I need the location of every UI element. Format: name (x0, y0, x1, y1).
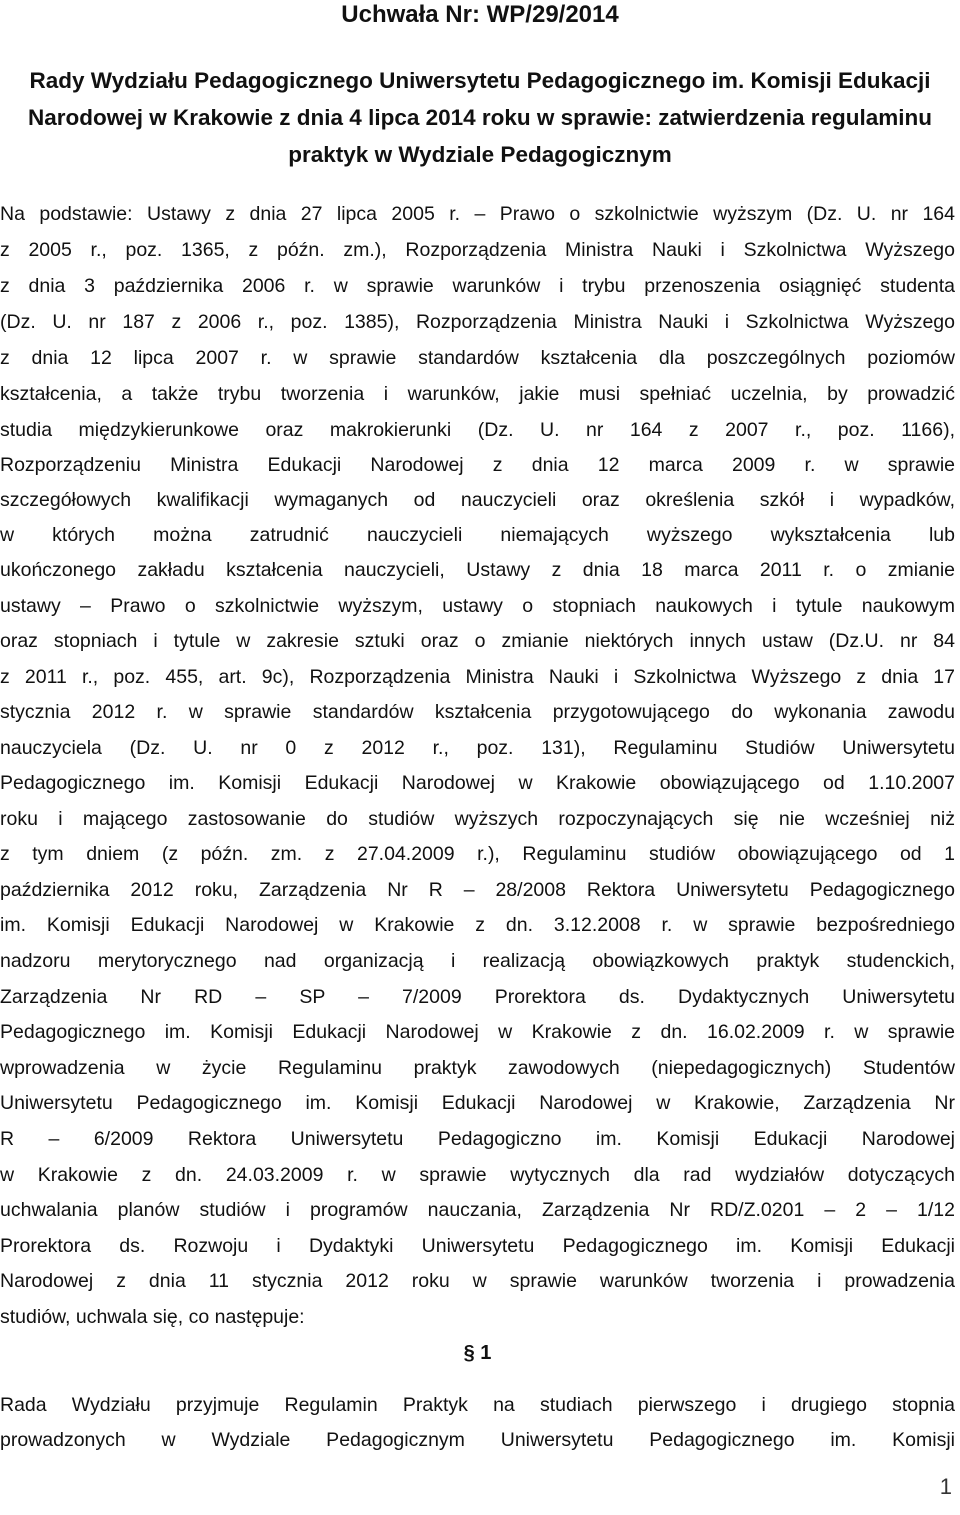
body-line: Uniwersytetu Pedagogicznego im. Komisji Edukacji Narodowej w Krakowie, Zarządzenia Nr (0, 1092, 955, 1114)
body-line: uchwalania planów studiów i programów nauczania, Zarządzenia Nr RD/Z.0201 – 2 – 1/12 (0, 1199, 955, 1221)
resolution-subtitle: Rady Wydziału Pedagogicznego Uniwersytetu Pedagogicznego im. Komisji Edukacji Narodowej w Krakowie z dnia 4 lipca 2014 roku w sprawie: zatwierdzenia regulaminu praktyk w Wydziale Pedagogicznym (27, 68, 933, 167)
section-line: Rada Wydziału przyjmuje Regulamin Praktyk na studiach pierwszego i drugiego stopnia (0, 1394, 955, 1416)
body-line: Narodowej z dnia 11 stycznia 2012 roku w sprawie warunków tworzenia i prowadzenia (0, 1270, 955, 1292)
body-line: w Krakowie z dn. 24.03.2009 r. w sprawie wytycznych dla rad wydziałów dotyczących (0, 1164, 955, 1186)
body-line: kształcenia, a także trybu tworzenia i warunków, jakie musi spełniać uczelnia, by prowadzić (0, 383, 955, 405)
section-mark: § 1 (463, 1342, 492, 1364)
body-line: wprowadzenia w życie Regulaminu praktyk zawodowych (niepedagogicznych) Studentów (0, 1057, 955, 1079)
body-line: w których można zatrudnić nauczycieli niemających wyższego wykształcenia lub (0, 524, 955, 546)
body-line: (Dz. U. nr 187 z 2006 r., poz. 1385), Rozporządzenia Ministra Nauki i Szkolnictwa Wyższego (0, 311, 955, 333)
body-line: ustawy – Prawo o szkolnictwie wyższym, ustawy o stopniach naukowych i tytule naukowym (0, 595, 955, 617)
resolution-title: Uchwała Nr: WP/29/2014 (341, 1, 619, 28)
body-line: R – 6/2009 Rektora Uniwersytetu Pedagogiczno im. Komisji Edukacji Narodowej (0, 1128, 955, 1150)
body-line: z 2005 r., poz. 1365, z późn. zm.), Rozporządzenia Ministra Nauki i Szkolnictwa Wyższego (0, 239, 955, 261)
section-line: prowadzonych w Wydziale Pedagogicznym Uniwersytetu Pedagogicznego im. Komisji (0, 1429, 955, 1451)
body-line: z tym dniem (z późn. zm. z 27.04.2009 r.), Regulaminu studiów obowiązującego od 1 (0, 843, 955, 865)
page-number: 1 (939, 1474, 952, 1499)
body-line: roku i mającego zastosowanie do studiów wyższych rozpoczynających się nie wcześniej niż (0, 808, 955, 830)
body-line: Zarządzenia Nr RD – SP – 7/2009 Prorektora ds. Dydaktycznych Uniwersytetu (0, 986, 955, 1008)
body-line: z 2011 r., poz. 455, art. 9c), Rozporządzenia Ministra Nauki i Szkolnictwa Wyższego z dnia 17 (0, 666, 955, 688)
body-line: z dnia 12 lipca 2007 r. w sprawie standardów kształcenia dla poszczególnych poziomów (0, 347, 955, 369)
body-line: Rozporządzeniu Ministra Edukacji Narodowej z dnia 12 marca 2009 r. w sprawie (0, 454, 955, 476)
body-line: Prorektora ds. Rozwoju i Dydaktyki Uniwersytetu Pedagogicznego im. Komisji Edukacji (0, 1235, 955, 1257)
body-line: studia międzykierunkowe oraz makrokierunki (Dz. U. nr 164 z 2007 r., poz. 1166), (0, 419, 955, 441)
body-line: nadzoru merytorycznego nad organizacją i realizacją obowiązkowych praktyk studenckich, (0, 950, 955, 972)
body-line: nauczyciela (Dz. U. nr 0 z 2012 r., poz. 131), Regulaminu Studiów Uniwersytetu (0, 737, 955, 759)
body-line: Pedagogicznego im. Komisji Edukacji Narodowej w Krakowie z dn. 16.02.2009 r. w sprawie (0, 1021, 955, 1043)
body-line: z dnia 3 października 2006 r. w sprawie warunków i trybu przenoszenia osiągnięć studenta (0, 275, 955, 297)
body-line: października 2012 roku, Zarządzenia Nr R – 28/2008 Rektora Uniwersytetu Pedagogicznego (0, 879, 955, 901)
body-line: im. Komisji Edukacji Narodowej w Krakowie z dn. 3.12.2008 r. w sprawie bezpośredniego (0, 914, 955, 936)
body-line: oraz stopniach i tytule w zakresie sztuki oraz o zmianie niektórych innych ustaw (Dz.U. nr 84 (0, 630, 955, 652)
body-line: stycznia 2012 r. w sprawie standardów kształcenia przygotowującego do wykonania zawodu (0, 701, 955, 723)
body-line: ukończonego zakładu kształcenia nauczycieli, Ustawy z dnia 18 marca 2011 r. o zmianie (0, 559, 955, 581)
body-line: Na podstawie: Ustawy z dnia 27 lipca 2005 r. – Prawo o szkolnictwie wyższym (Dz. U. nr 164 (0, 203, 955, 225)
body-line: studiów, uchwala się, co następuje: (0, 1306, 305, 1328)
body-line: Pedagogicznego im. Komisji Edukacji Narodowej w Krakowie obowiązującego od 1.10.2007 (0, 772, 955, 794)
body-line: szczegółowych kwalifikacji wymaganych od nauczycieli oraz określenia szkół i wypadków, (0, 489, 955, 511)
